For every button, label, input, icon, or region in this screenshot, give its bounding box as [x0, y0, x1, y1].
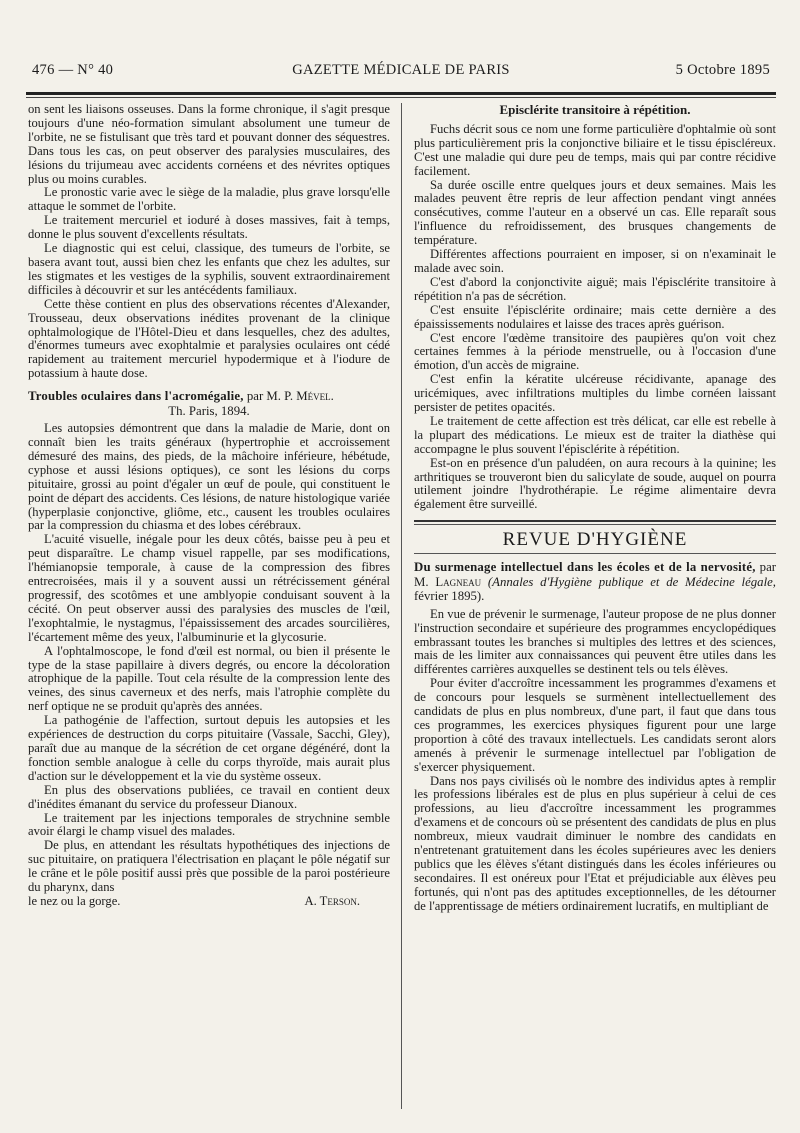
article-title-acromegalie [28, 389, 390, 418]
left-column [28, 103, 390, 1115]
column-divider [401, 103, 402, 1109]
article-source: Th. Paris, 1894. [168, 403, 250, 418]
article-citation-date: février 1895). [414, 589, 485, 604]
paragraph: Cette thèse contient en plus des observations récentes d'Alexander, Trousseau, deux observations inédites provenant de la clinique ophtalmologique de l'Hôtel-Dieu et dans lesquelles, chez des adultes, d'énormes tumeurs avec exophtalmie et paralysies oculaires ont cédé rapidement au traitement mercuriel hypodermique et à l'iodure de potassium à haute dose. [28, 296, 390, 381]
article-signature: A. Terson. [304, 893, 360, 908]
article-by: par M. P. [243, 389, 297, 404]
article-title-text: Du surmenage intellectuel dans les écoles et de la nervosité, [414, 560, 756, 575]
paragraph: Est-on en présence d'un paludéen, on aura recours à la quinine; les arthritiques se trouveront bien du salicylate de soude, auquel on pourra utilement joindre l'hydrothérapie. Le régime alimentaire devra également être surveillé. [414, 455, 776, 512]
issue-date: 5 Octobre 1895 [675, 62, 770, 78]
header-rule-thick [26, 92, 776, 95]
paragraph: Différentes affections pourraient en imposer, si on n'examinait le malade avec soin. [414, 247, 776, 275]
paragraph: Les autopsies démontrent que dans la maladie de Marie, dont on connaît bien les traits généraux (hypertrophie et accroissement démesuré des mains, des pieds, de la mâchoire inférieure, hébétude, cyphose et aussi lésions optiques), ce sont les lésions du corps pituitaire, grossi au point d'égaler un œuf de poule, qui constituent le point de départ des accidents. Ces lésions, de nature histologique variée (hyperplasie conjonctive, gliôme, etc., causent les troubles oculaires par la compression du chiasma et des lobes cérébraux. [28, 421, 390, 533]
signature-line [28, 895, 390, 909]
article-title-text: Troubles oculaires dans l'acromégalie, [28, 389, 244, 404]
article-by: par M. [414, 560, 776, 589]
article-title-episclerite: Episclérite transitoire à répétition. [499, 103, 691, 117]
paragraph: En plus des observations publiées, ce travail en contient deux d'inédites émanant du service du professeur Dianoux. [28, 782, 390, 811]
header-rule-thin [26, 97, 776, 98]
paragraph: Le pronostic varie avec le siège de la maladie, plus grave lorsqu'elle attaque le sommet de l'orbite. [28, 185, 390, 214]
paragraph: C'est encore l'œdème transitoire des paupières qu'on voit chez certaines femmes à la période menstruelle, ou à l'occasion d'une émotion, d'un accès de migraine. [414, 330, 776, 373]
paragraph: L'acuité visuelle, inégale pour les deux côtés, baisse peu à peu et peut disparaître. Le champ visuel rappelle, par ses modifications, l'hémianopsie temporale, à cause de la compression des fibres entrecroisées, mais il y a souvent aussi un rétrécissement général progressif, des scotômes et une amblyopie conduisant souvent à la cécité. On peut observer aussi des paralysies des muscles de l'œil, l'exophtalmie, le nystagmus, l'épaississement des arcades sourcilières, l'écartement même des yeux, l'albuminurie et la glycosurie. [28, 532, 390, 644]
paragraph: Le traitement par les injections temporales de strychnine semble avoir élargi le champ visuel des malades. [28, 810, 390, 839]
article-title-surmenage [414, 560, 776, 604]
page-header [28, 62, 774, 84]
journal-title: GAZETTE MÉDICALE DE PARIS [292, 62, 510, 78]
article-citation: (Annales d'Hygiène publique et de Médecine légale, [487, 574, 776, 589]
article-title-end: . [330, 389, 334, 404]
paragraph: Pour éviter d'accroître incessamment les programmes d'examens et de concours pour lesquels se surmènent intellectuellement des candidats de plus en plus nombreux, d'une part, il faut que dans tous ces programmes, les exercices physiques figurent pour une large proportion à côté des travaux intellectuels. Les candidats seront alors amenés à prévenir le surmenage intellectuel par l'obligation de s'exercer physiquement. [414, 676, 776, 774]
paragraph: C'est ensuite l'épisclérite ordinaire; mais cette dernière a des épaississements nodulaires et laisse des traces après guérison. [414, 302, 776, 331]
paragraph: Le traitement mercuriel et ioduré à doses massives, fait à temps, donne le plus souvent d'excellents résultats. [28, 213, 390, 242]
paragraph: Fuchs décrit sous ce nom une forme particulière d'ophtalmie où sont plus particulièrement pris la conjonctive biliaire et le tissu épiscléreux. C'est une maladie qui dure peu de temps, mais qui par contre récidive facilement. [414, 121, 776, 178]
paragraph: Le traitement de cette affection est très délicat, car elle est rebelle à la plupart des médications. Le mieux est de traiter la diathèse qui accompagne le plus souvent l'épisclérite à répétition. [414, 413, 776, 456]
section-title-underline [414, 553, 776, 554]
section-rule-top [414, 520, 776, 522]
paragraph: Sa durée oscille entre quelques jours et deux semaines. Mais les malades peuvent être repris de leur affection pendant vingt années consécutives, comme l'auteur en a observé un cas. Elle reparaît sous l'influence du refroidissement, des brusques changements de température. [414, 177, 776, 248]
paragraph: En vue de prévenir le surmenage, l'auteur propose de ne plus donner l'instruction secondaire et supérieure des programmes encyclopédiques embrassant toutes les branches si multiples des lettres et des sciences, mais de les limiter aux connaissances qui peuvent être utiles dans les différentes carrières auxquelles se destinent tels ou tels élèves. [414, 606, 776, 677]
last-line: le nez ou la gorge. [28, 893, 121, 908]
paragraph: on sent les liaisons osseuses. Dans la forme chronique, il s'agit presque toujours d'une néo-formation simulant absolument une tumeur de l'orbite, ne se fistulisant que très tard et pouvant donner des séquestres. Dans tous les cas, on peut observer des paralysies musculaires, des lésions du trijumeau avec accidents cornéens et des névrites optiques plus ou moins curables. [28, 103, 390, 186]
paragraph: A l'ophtalmoscope, le fond d'œil est normal, ou bien il présente le type de la stase papillaire à divers degrés, ou encore la décoloration atrophique de la papille. Tout cela résulte de la compression lente des veines, des sinus caverneux et des nerfs, mais l'atrophie complète du nerf optique ne se produit qu'après des années. [28, 643, 390, 714]
paragraph: De plus, en attendant les résultats hypothétiques des injections de suc pituitaire, on pratiquera l'électrisation en plaçant le pôle négatif sur le crâne et le pôle positif aussi près que possible de la paroi postérieure du pharynx, dans [28, 838, 390, 895]
page-number: 476 — N° 40 [32, 62, 114, 78]
article-author: Mével [296, 389, 331, 404]
paragraph: C'est d'abord la conjonctivite aiguë; mais l'épisclérite transitoire à répétition n'a pas de sécrétion. [414, 274, 776, 303]
paragraph: C'est enfin la kératite ulcéreuse récidivante, apanage des uricémiques, avec infiltrations multiples du limbe cornéen laissant persister de petites opacités. [414, 372, 776, 415]
paragraph: Le diagnostic qui est celui, classique, des tumeurs de l'orbite, se basera avant tout, aussi bien chez les enfants que chez les adultes, sur les stigmates et les vestiges de la syphilis, souvent extraordinairement difficiles à découvrir et sur les antécédents familiaux. [28, 241, 390, 297]
paragraph: Dans nos pays civilisés où le nombre des individus aptes à remplir les professions libérales est de plus en plus supérieur à celui de ces professions, au lieu d'accroître incessamment les programmes d'examens et de concours où se présentent des candidats de plus en plus nombreux, mieux vaudrait diminuer le nombre des candidats en n'entretenant gratuitement dans les écoles supérieures avec les deniers publics que les élèves s'étant distingués dans les écoles inférieures ou secondaires. Il est onéreux pour l'Etat et préjudiciable aux élèves peu fortunés, qui n'ont pas des aptitudes exceptionnelles, de les détourner de l'apprentissage de métiers ordinairement lucratifs, en multipliant de [414, 773, 776, 913]
section-title: REVUE D'HYGIÈNE [502, 529, 688, 551]
right-column [414, 103, 776, 1115]
paragraph: La pathogénie de l'affection, surtout depuis les autopsies et les expériences de destruction du corps pituitaire (Vassale, Sacchi, Gley), paraît due au manque de la sécrétion de cet organe dégénéré, dont la fonction semble analogue à celle du corps thyroïde, mais aurait plus d'action sur le développement et la vie du système osseux. [28, 713, 390, 783]
section-rule-bottom [414, 524, 776, 525]
article-author: Lagneau [435, 574, 482, 589]
